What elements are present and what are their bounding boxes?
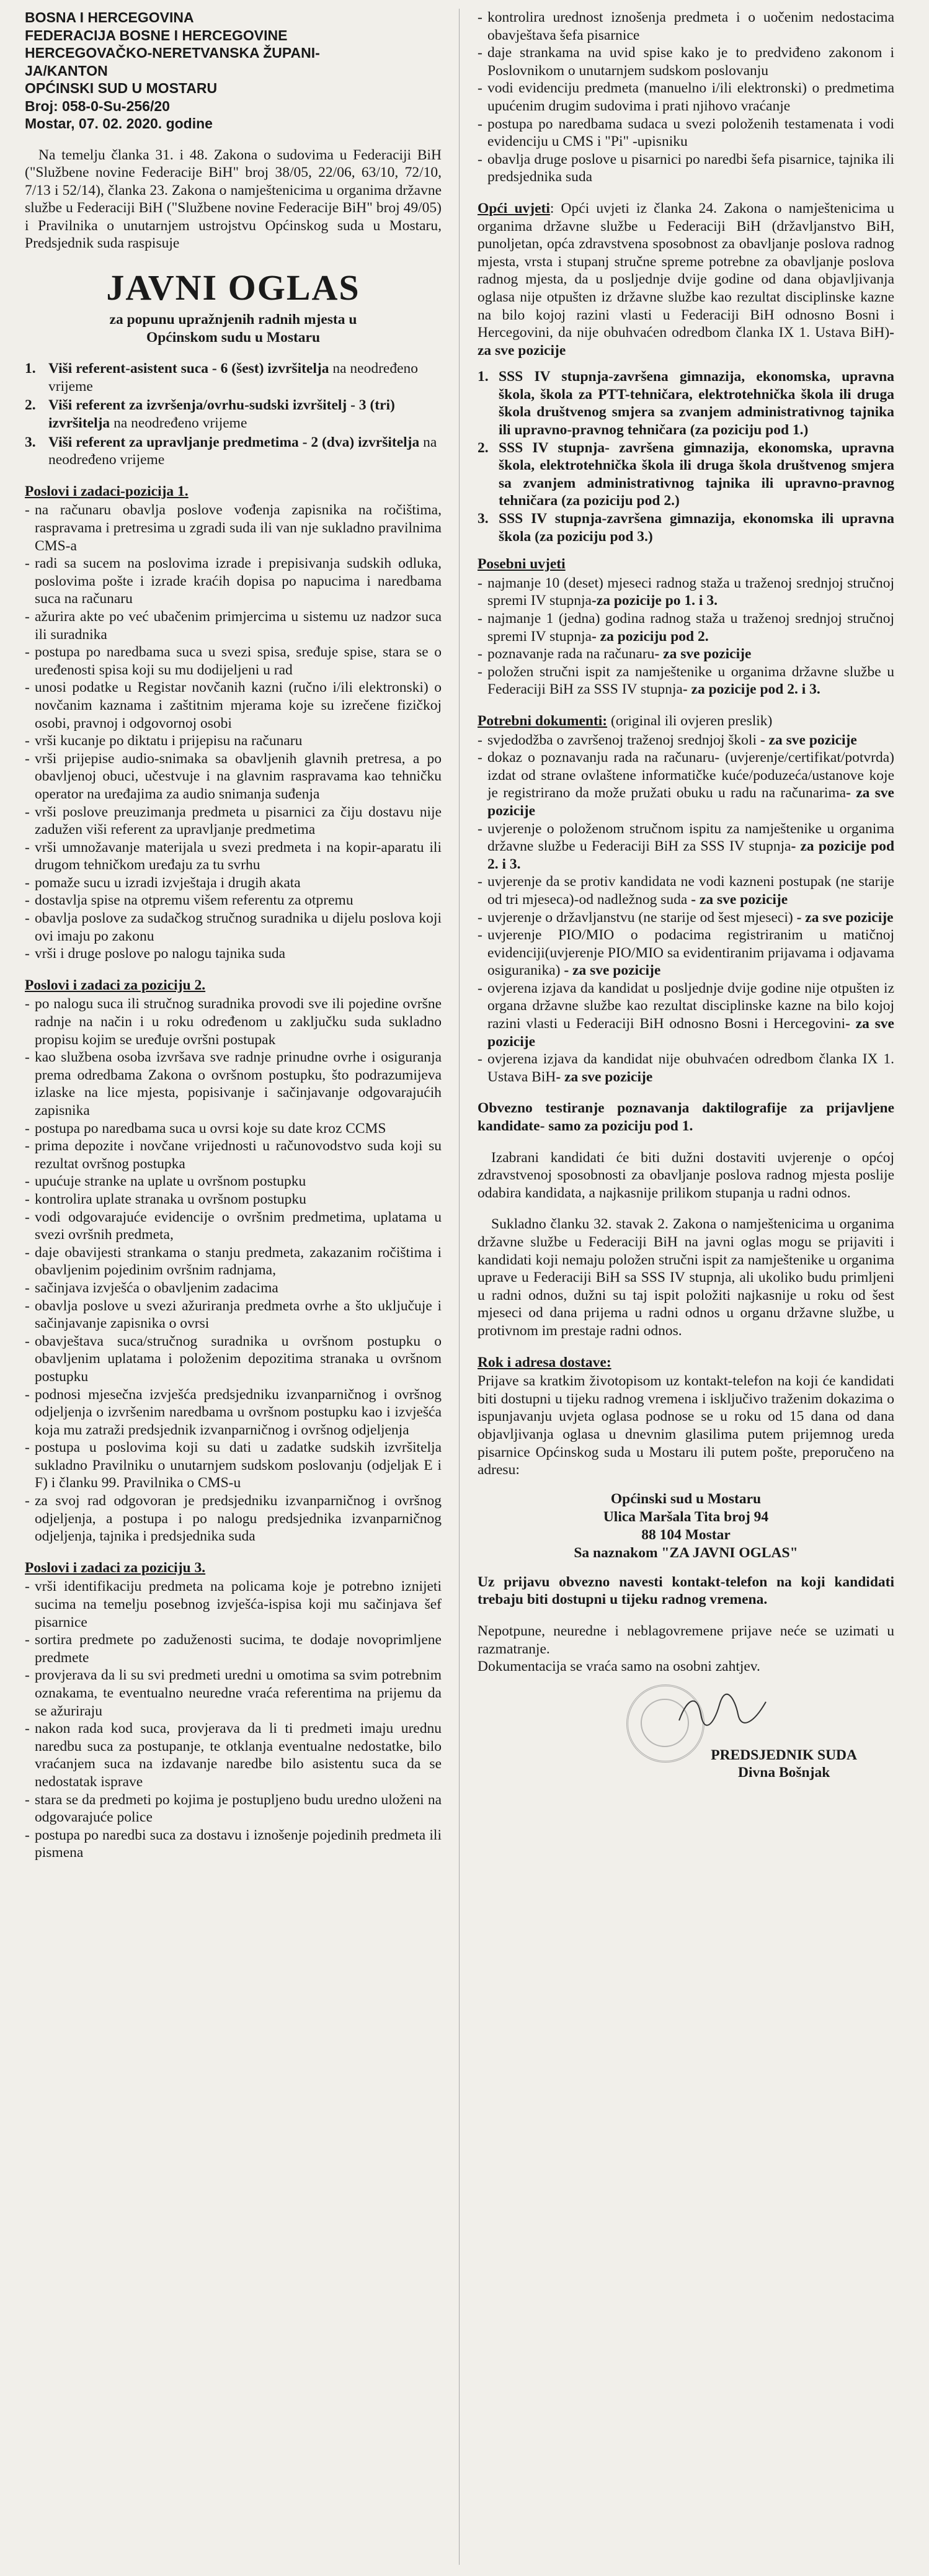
general-conditions-text: : Opći uvjeti iz članka 24. Zakona o namještenicima u organima državne službe u Federaciji BiH (državljanstvo BiH, punoljetan, opća zdravstvena sposobnost za obavljanje poslova radnog mjesta, vrsta i stupanj stručne spreme potrebne za obavljanje poslova radnog mjesta, da u posljednje dvije godine od dana objavljivanja oglasa nije otpušten iz državne službe kao rezultat disciplinske kazne na bilo kojoj razini vlasti u Federaciji BiH odnosno Bosni i Hercegovini, da nije obuhvaćen odredbom članka IX 1. Ustava BiH) (478, 200, 894, 341)
list-item-text: uvjerenje o položenom stručnom ispitu za namještenike u organima državne službe u Federaciji BiH za SSS IV stupnja (487, 820, 894, 855)
list-item: - stara se da predmeti po kojima je postupljeno budu uredno uloženi na odgovarajuće police (25, 1791, 442, 1827)
list-item-scope: - za sve pozicije (756, 731, 857, 748)
list-item (478, 926, 894, 980)
requirement-text: SSS IV stupnja-završena gimnazija, ekonomska, upravna škola, škola za PTT-tehničara, elektrotehnička škola ili druga škola društvenog smjera sa zvanjem administrativnog tajnika ili upravno-pravnog tehničara (za poziciju pod 1.) (499, 369, 894, 439)
requirement-number: 1. (478, 369, 489, 385)
typing-test-note: Obvezno testiranje poznavanja daktilografije za prijavljene kandidate- samo za poziciju pod 1. (478, 1100, 894, 1135)
signature-block (478, 1684, 894, 1784)
list-item-scope: - za sve pozicije (487, 785, 894, 819)
list-item: - za svoj rad odgovoran je predsjedniku izvanparničnog i ovršnog odjeljenja, a postupa i po nalogu predsjednika izvanparničnog odjeljenja, tajnika i predsjednika suda (25, 1492, 442, 1545)
required-documents-heading (478, 712, 894, 730)
list-item: - postupa po naredbama suca u ovrsi koje su date kroz CCMS (25, 1120, 442, 1138)
required-documents-list (478, 731, 894, 1086)
ad-subtitle (25, 311, 442, 346)
header-line-2: FEDERACIJA BOSNE I HERCEGOVINE (25, 27, 288, 43)
list-item (478, 749, 894, 820)
list-item: - unosi podatke u Registar novčanih kazni (ručno i/ili elektronski) o novčanim kaznama i zaštitnim mjerama koje su izrečene fizičkoj osobi, pravnoj i odgovornoj osobi (25, 679, 442, 732)
list-item: - daje strankama na uvid spise kako je to predviđeno zakonom i Poslovnikom o unutarnjem sudskom poslovanju (478, 44, 894, 79)
list-item: - postupa u poslovima koji su dati u zadatke sudskih izvršitelja sukladno Pravilniku o unutarnjem sudskom poslovanju (odjeljak E i F) i članku 99. Pravilnika o CMS-u (25, 1439, 442, 1492)
position-number: 2. (25, 397, 36, 414)
general-conditions-scope: - za sve pozicije (478, 324, 894, 359)
deadline-title: Rok i adresa dostave: (478, 1354, 611, 1371)
column-divider (459, 9, 460, 2565)
requirement-number: 3. (478, 511, 489, 527)
list-item-scope: - za pozicije pod 2. i 3. (682, 681, 820, 698)
list-item: - vrši prijepise audio-snimaka sa obavljenih glavnih pretresa, a po obavljenoj obuci, učestvuje i na glavnim raspravama kao tehničku operator na uređajima za audio snimanja suđenja (25, 750, 442, 803)
list-item: - daje obavijesti strankama o stanju predmeta, zakazanim ročištima i obavljenim pojedinim ovršnim radnjama, (25, 1244, 442, 1279)
duties-list-position-1 (25, 501, 442, 962)
requirement-text: SSS IV stupnja- završena gimnazija, ekonomska, upravna škola, elektrotehnička škola ili druga škola društvenog smjera sa zvanjem administrativnog tajnika ili upravno-pravnog tehničara (za poziciju pod 2.) (499, 439, 894, 509)
court-header (25, 9, 442, 133)
list-item-scope: - za sve pozicije (793, 909, 894, 926)
documents-return-note: Dokumentacija se vraća samo na osobni zahtjev. (478, 1658, 760, 1675)
contact-phone-note: Uz prijavu obvezno navesti kontakt-telefon na koji kandidati trebaju biti dostupni u tijeku radnog vremena. (478, 1573, 894, 1608)
list-item-scope: - za sve pozicije (654, 646, 752, 663)
position-title: Viši referent za upravljanje predmetima - 2 (dva) izvršitelja (48, 434, 420, 450)
list-item-text: svjedodžba o završenoj traženoj srednjoj školi (487, 731, 757, 748)
delivery-address (478, 1490, 894, 1562)
list-item (478, 645, 894, 663)
required-documents-title: Potrebni dokumenti: (478, 712, 608, 729)
address-line-2: Ulica Maršala Tita broj 94 (603, 1508, 769, 1525)
list-item (478, 663, 894, 699)
address-line-1: Općinski sud u Mostaru (610, 1490, 762, 1507)
ad-subtitle-line-2: Općinskom sudu u Mostaru (146, 329, 321, 346)
list-item: - obavještava suca/stručnog suradnika u ovršnom postupku o obavljenim uplatama i položenim depozitima stranaka u ovršnom postupku (25, 1333, 442, 1386)
list-item: - vrši i druge poslove po nalogu tajnika suda (25, 945, 442, 963)
requirement-text: SSS IV stupnja-završena gimnazija, ekonomska ili upravna škola (za poziciju pod 3.) (499, 511, 894, 545)
address-line-4: Sa naznakom "ZA JAVNI OGLAS" (574, 1544, 798, 1561)
list-item: - vodi evidenciju predmeta (manuelno i/ili elektronski) o predmetima upućenim drugim sudovima i prati njihovo vraćanje (478, 79, 894, 115)
list-item-scope: - za sve pozicije (687, 891, 788, 908)
incomplete-applications-note: Nepotpune, neuredne i neblagovremene prijave neće se uzimati u razmatranje. (478, 1622, 894, 1657)
position-title: Viši referent-asistent suca - 6 (šest) izvršitelja (48, 360, 329, 377)
positions-list (25, 360, 442, 469)
list-item-text: najmanje 10 (deset) mjeseci radnog staža u traženoj srednjoj stručnoj spremi IV stupnja (487, 575, 894, 609)
special-conditions-list (478, 575, 894, 699)
case-number: Broj: 058-0-Su-256/20 (25, 97, 170, 114)
list-item (478, 873, 894, 908)
list-item: - kontrolira urednost iznošenja predmeta i o uočenim nedostacima obavještava šefa pisarnice (478, 9, 894, 44)
list-item: - sortira predmete po zaduženosti sucima, te dodaje novoprimljene predmete (25, 1631, 442, 1666)
duties-list-position-3 (25, 1578, 442, 1862)
list-item-text: dokaz o poznavanju rada na računaru- (uvjerenje/certifikat/potvrda) izdat od strane ovlaštene informatičke kuće/poduzeća/ustanove koje je registrirano da može pružati obuku u radu na računarima (487, 749, 894, 802)
education-requirement (478, 368, 894, 439)
list-item-text: uvjerenje PIO/MIO o podacima registriranim u matičnoj evidenciji(uvjerenje PIO/MIO sa evidentiranim prijavama i odjavama osiguranika) (487, 927, 894, 979)
list-item: - radi sa sucem na poslovima izrade i prepisivanja sudskih odluka, poslovima pošte i izrade kraćih dopisa po napucima i naredbama suca na računaru (25, 555, 442, 608)
list-item: - sačinjava izvješća o obavljenim zadacima (25, 1279, 442, 1297)
list-item: - vrši poslove preuzimanja predmeta u pisarnici za čiju dostavu nije zadužen viši referent za upravljanje predmetima (25, 803, 442, 839)
list-item-scope: - za sve pozicije (487, 1016, 894, 1050)
list-item: - upućuje stranke na uplate u ovršnom postupku (25, 1173, 442, 1191)
handwritten-signature (676, 1689, 769, 1733)
list-item: - dostavlja spise na otpremu višem referentu za otpremu (25, 892, 442, 910)
list-item: - po nalogu suca ili stručnog suradnika provodi sve ili pojedine ovršne radnje na način i u roku određenom u zaključku suda sukladno propisu kojim se uređuje ovršni postupak (25, 995, 442, 1049)
list-item: - obavlja poslove za sudačkog stručnog suradnika u dijelu poslova koji ovi imaju po zakonu (25, 910, 442, 945)
list-item: - pomaže sucu u izradi izvještaja i drugih akata (25, 874, 442, 892)
address-line-3: 88 104 Mostar (641, 1526, 731, 1543)
intro-paragraph: Na temelju članka 31. i 48. Zakona o sudovima u Federaciji BiH ("Službene novine Federacije BiH" broj 38/05, 22/06, 63/10, 72/10, 7/13 i 52/14), članka 23. Zakona o namještenicima u organima državne službe u Federaciji BiH ("Službene novine Federacije BiH" broj 49/05) i Pravilnika o unutarnjem ustrojstvu Općinskog suda u Mostaru, Predsjednik suda raspisuje (25, 146, 442, 252)
header-line-3: HERCEGOVAČKO-NERETVANSKA ŽUPANI- (25, 45, 320, 61)
education-requirement (478, 510, 894, 545)
header-line-4: JA/KANTON (25, 62, 108, 79)
list-item: - kao službena osoba izvršava sve radnje prinudne ovrhe i osiguranja prema odredbama Zakona o ovršnom postupku, što podrazumijeva izlaske na lice mjesta, popisivanje i sačinjavanje odgovarajućih zapisnika (25, 1049, 442, 1119)
list-item: - prima depozite i novčane vrijednosti u računovodstvo suda koji su rezultat ovršnog postupka (25, 1137, 442, 1173)
list-item-text: uvjerenje o državljanstvu (ne starije od šest mjeseci) (487, 909, 793, 926)
list-item (478, 575, 894, 610)
list-item (478, 909, 894, 927)
list-item (478, 820, 894, 874)
general-conditions (478, 200, 894, 359)
list-item-scope: -za pozicije po 1. i 3. (591, 593, 718, 609)
list-item: - obavlja druge poslove u pisarnici po naredbi šefa pisarnice, tajnika ili predsjednika suda (478, 151, 894, 186)
list-item: - vrši umnožavanje materijala u svezi predmeta i na kopir-aparatu ili drugom tehničkom uređaju za tu svrhu (25, 839, 442, 874)
general-conditions-label: Opći uvjeti (478, 200, 550, 217)
position-term: na neodređeno vrijeme (110, 415, 247, 432)
list-item-scope: - za poziciju pod 2. (591, 628, 709, 645)
list-item: - postupa po naredbama suca u svezi spisa, sređuje spise, stara se o uređenosti spisa koji su mu dodijeljeni u rad (25, 643, 442, 679)
header-line-5: OPĆINSKI SUD U MOSTARU (25, 80, 218, 96)
section-title-position-2: Poslovi i zadaci za poziciju 2. (25, 977, 206, 993)
duties-list-position-3-continued (478, 9, 894, 186)
position-term: na neodređeno vrijeme (48, 360, 419, 395)
position-number: 1. (25, 360, 36, 377)
list-item: - postupa po naredbi suca za dostavu i iznošenje pojedinih predmeta ili pismena (25, 1827, 442, 1862)
list-item-text: uvjerenje da se protiv kandidata ne vodi kazneni postupak (ne starije od tri mjeseca)-od nadležnog suda (487, 874, 894, 908)
list-item: - na računaru obavlja poslove vođenja zapisnika na ročištima, raspravama i pretresima u zgradi suda ili van nje sukladno pravilnima CMS-a (25, 501, 442, 555)
list-item: - vodi odgovarajuće evidencije o ovršnim predmetima, uplatama u svezi ovršnih predmeta, (25, 1209, 442, 1244)
requirement-number: 2. (478, 439, 489, 456)
position-item (25, 434, 442, 469)
special-conditions-title: Posebni uvjeti (478, 556, 566, 573)
header-line-1: BOSNA I HERCEGOVINA (25, 9, 194, 25)
right-column (478, 9, 894, 1784)
list-item-text: ovjerena izjava da kandidat nije obuhvaćen odredbom članka IX 1. Ustava BiH (487, 1051, 894, 1085)
position-item (25, 396, 442, 432)
date-line: Mostar, 07. 02. 2020. godine (25, 115, 213, 132)
position-item (25, 360, 442, 395)
education-requirement (478, 439, 894, 510)
deadline-text: Prijave sa kratkim životopisom uz kontakt-telefon na koji će kandidati biti dostupni u tijeku radnog vremena i isključivo traženim dokazima o ispunjavanju uvjeta oglasa podnose se u roku od 15 dana od dana objavljivanja oglasa u dnevnim glasilima putem prijemnog ureda pisarnice Općinskog suda u Mostaru ili putem pošte, preporučeno na adresu: (478, 1373, 894, 1478)
list-item (478, 980, 894, 1050)
position-title: Viši referent za izvršenja/ovrhu-sudski izvršitelj - 3 (tri) izvršitelja (48, 397, 395, 432)
list-item (478, 731, 894, 749)
list-item: - vrši identifikaciju predmeta na policama koje je potrebno iznijeti sucima na temelju posebnog izvješća-ispisa koji mu sačinjava šef pisarnice (25, 1578, 442, 1631)
list-item-text: poznavanje rada na računaru (487, 646, 655, 663)
exam-exemption-note: Sukladno članku 32. stavak 2. Zakona o namještenicima u organima državne službe u Federaciji BiH na javni oglas mogu se prijaviti i kandidati koji nemaju položen stručni ispit za namještenike u organima uprave u Federaciji BiH sa SSS IV stupnja, ali ukoliko budu primljeni u radni odnos, dužni su taj ispit položiti najkasnije u roku od šest mjeseci od dana prijema u radni odnos u organu državne službe, u protivnom im prestaje radni odnos. (478, 1216, 894, 1339)
list-item (478, 610, 894, 645)
list-item: - ažurira akte po već ubačenim primjercima u sistemu uz nadzor suca ili suradnika (25, 608, 442, 643)
signatory-title: PREDSJEDNIK SUDA (711, 1746, 857, 1763)
list-item-text: ovjerena izjava da kandidat u posljednje dvije godine nije otpušten iz organa državne službe kao rezultat disciplinske kazne na bilo kojoj razini vlasti u Federaciji BiH odnosno Bosni i Hercegovini (487, 980, 894, 1032)
list-item: - kontrolira uplate stranaka u ovršnom postupku (25, 1191, 442, 1209)
list-item-text: položen stručni ispit za namještenike u organima državne službe u Federaciji BiH za SSS IV stupnja (487, 663, 894, 698)
position-term: na neodređeno vrijeme (48, 434, 437, 468)
list-item: - nakon rada kod suca, provjerava da li ti predmeti imaju urednu naredbu suca za postupanje, te otklanja eventualne nedostatke, bilo vraćanjem suca na izdavanje naredbe bilo asistentu suca da se nedostatak isprave (25, 1720, 442, 1791)
list-item-scope: - za pozicije pod 2. i 3. (487, 838, 895, 872)
list-item: - obavlja poslove u svezi ažuriranja predmeta ovrhe a što uključuje i sačinjavanje zapisnika o ovrsi (25, 1297, 442, 1333)
list-item: - provjerava da li su svi predmeti uredni u omotima sa svim potrebnim oznakama, te eventualno neuredne vraća referentima na prijemu da se ažuriraju (25, 1666, 442, 1720)
duties-list-position-2 (25, 995, 442, 1545)
signatory-name: Divna Bošnjak (738, 1764, 830, 1781)
required-documents-note: (original ili ovjeren preslik) (607, 712, 773, 729)
list-item (478, 1050, 894, 1086)
list-item-scope: - za sve pozicije (560, 962, 661, 979)
list-item: - podnosi mjesečna izvješća predsjedniku izvanparničnog i ovršnog odjeljenja o izvršenim naredbama u ovršnom postupku kao i izvješća koja mu zatraži predsjednik izvanparničnog i ovršnog odjeljenja (25, 1386, 442, 1439)
ad-subtitle-line-1: za popunu upražnjenih radnih mjesta u (109, 311, 357, 328)
list-item: - postupa po naredbama sudaca u svezi položenih testamenata i vodi evidenciju u CMS i "Pi" -upisniku (478, 115, 894, 151)
selected-candidates-note: Izabrani kandidati će biti dužni dostaviti uvjerenje o općoj zdravstvenoj sposobnosti za obavljanje poslova radnog mjesta poslije odabira kandidata, a najkasnije prilikom stupanja u radni odnos. (478, 1149, 894, 1201)
section-title-position-1: Poslovi i zadaci-pozicija 1. (25, 483, 189, 499)
list-item: - vrši kucanje po diktatu i prijepisu na računaru (25, 732, 442, 750)
left-column (25, 9, 442, 1862)
signatory (711, 1746, 857, 1782)
list-item-text: najmanje 1 (jedna) godina radnog staža u traženoj srednjoj stručnoj spremi IV stupnja (487, 610, 894, 645)
ad-title: JAVNI OGLAS (106, 267, 360, 308)
position-number: 3. (25, 434, 36, 450)
section-title-position-3: Poslovi i zadaci za poziciju 3. (25, 1559, 206, 1576)
list-item-scope: - za sve pozicije (556, 1068, 653, 1085)
education-requirements-list (478, 368, 894, 545)
